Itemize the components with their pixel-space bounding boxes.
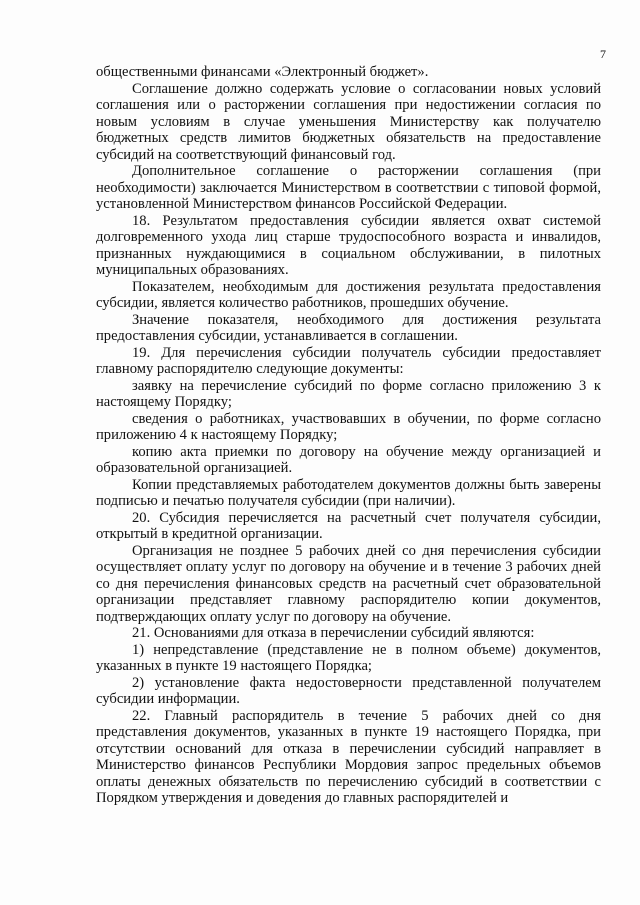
paragraph-payment: Организация не позднее 5 рабочих дней со дня перечисления субсидии осуществляет оплату услуг по договору на обучение и в течение 3 рабочих дней со дня перечисления финансовых средств на расчетный счет образовательной организации представляет главному распорядителю копии документов, подтверждающих оплату услуг по договору на обучение. (96, 542, 601, 625)
paragraph-refusal-1: 1) непредставление (представление не в полном объеме) документов, указанных в пункте 19 настоящего Порядка; (96, 641, 601, 674)
paragraph-indicator: Показателем, необходимым для достижения результата предоставления субсидии, является количество работников, прошедших обучение. (96, 278, 601, 311)
paragraph-additional-agreement: Дополнительное соглашение о расторжении соглашения (при необходимости) заключается Министерством в соответствии с типовой формой, установленной Министерством финансов Российской Федерации. (96, 163, 601, 212)
paragraph-item-18: 18. Результатом предоставления субсидии является охват системой долговременного ухода лиц старше трудоспособного возраста и инвалидов, признанных нуждающимися в социальном обслуживании, в пилотных муниципальных образованиях. (96, 212, 601, 278)
paragraph-refusal-2: 2) установление факта недостоверности представленной получателем субсидии информации. (96, 674, 601, 707)
paragraph-agreement-conditions: Соглашение должно содержать условие о согласовании новых условий соглашения или о расторжении соглашения при недостижении согласия по новым условиям в случае уменьшения Министерству как получателю бюджетных средств лимитов бюджетных обязательств на предоставление субсидий на соответствующий финансовый год. (96, 80, 601, 163)
document-body (96, 64, 601, 807)
paragraph-item-20: 20. Субсидия перечисляется на расчетный счет получателя субсидии, открытый в кредитной организации. (96, 509, 601, 542)
paragraph-item-21: 21. Основаниями для отказа в перечислении субсидий являются: (132, 625, 535, 641)
paragraph-copies: Копии представляемых работодателем документов должны быть заверены подписью и печатью получателя субсидии (при наличии). (96, 476, 601, 509)
paragraph-acceptance-act: копию акта приемки по договору на обучение между организацией и образовательной организацией. (96, 443, 601, 476)
paragraph-continuation: общественными финансами «Электронный бюджет». (96, 64, 429, 80)
paragraph-item-22: 22. Главный распорядитель в течение 5 рабочих дней со дня представления документов, указанных в пункте 19 настоящего Порядка, при отсутствии оснований для отказа в перечислении субсидий направляет в Министерство финансов Республики Мордовия запрос предельных объемов оплаты денежных обязательств по перечислению субсидий в соответствии с Порядком утверждения и доведения до главных распорядителей и (96, 707, 601, 806)
paragraph-employee-info: сведения о работниках, участвовавших в обучении, по форме согласно приложению 4 к настоящему Порядку; (96, 410, 601, 443)
paragraph-application: заявку на перечисление субсидий по форме согласно приложению 3 к настоящему Порядку; (96, 377, 601, 410)
paragraph-indicator-value: Значение показателя, необходимого для достижения результата предоставления субсидии, устанавливается в соглашении. (96, 311, 601, 344)
page-number: 7 (600, 47, 606, 61)
paragraph-item-19: 19. Для перечисления субсидии получатель субсидии предоставляет главному распорядителю следующие документы: (96, 344, 601, 377)
